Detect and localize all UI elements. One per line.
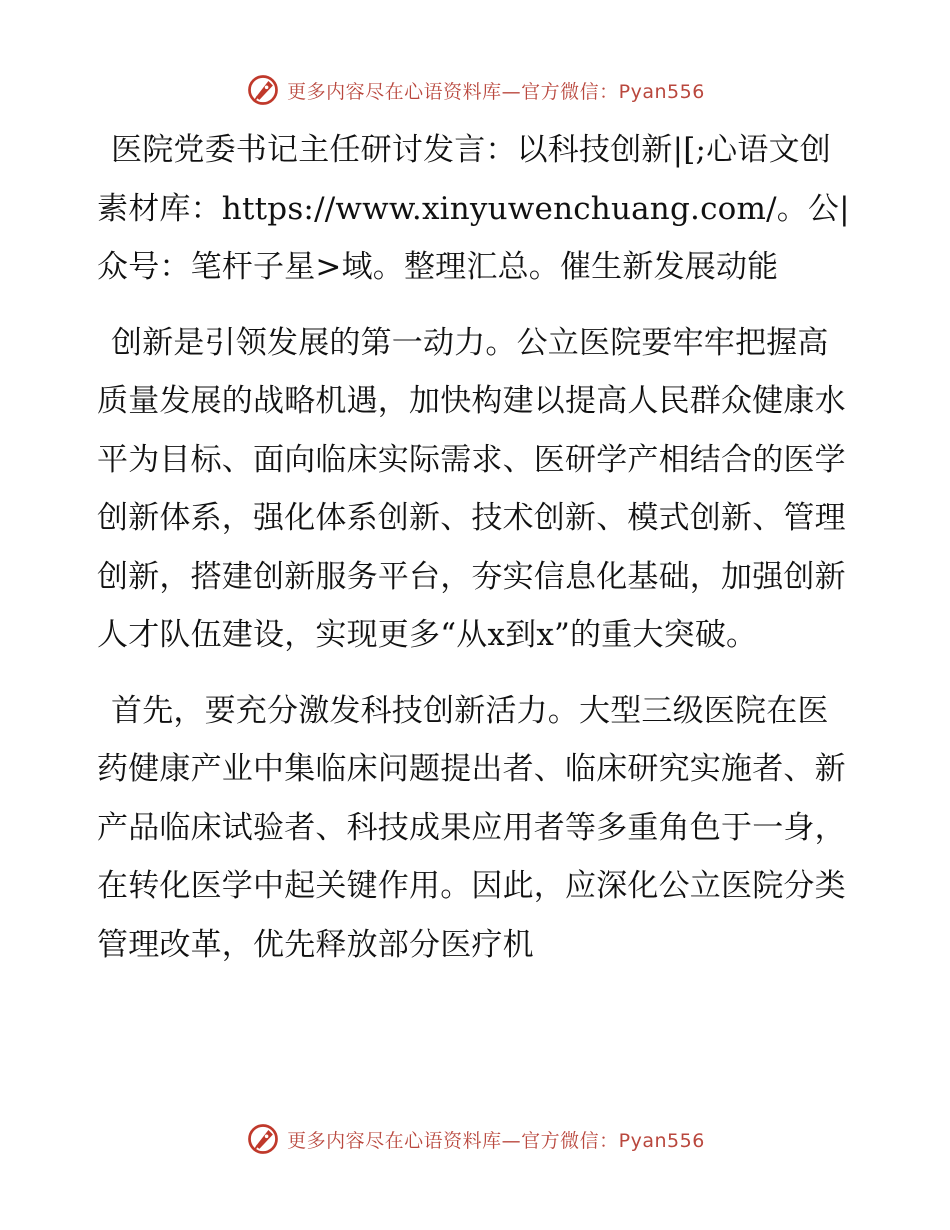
pen-nib-logo-icon bbox=[245, 72, 281, 108]
document-title: 医院党委书记主任研讨发言：以科技创新|[;心语文创素材库：https://www.xinyuwenchuang.com/。公|众号：笔杆子星>域。整理汇总。催生新发展动能 bbox=[97, 132, 850, 285]
document-body bbox=[97, 121, 857, 974]
watermark-text: 更多内容尽在心语资料库—官方微信：Pyan556 bbox=[287, 1129, 705, 1152]
paragraph-1: 创新是引领发展的第一动力。公立医院要牢牢把握高质量发展的战略机遇，加快构建以提高人民群众健康水平为目标、面向临床实际需求、医研学产相结合的医学创新体系，强化体系创新、技术创新、模式创新、管理创新，搭建创新服务平台，夯实信息化基础，加强创新人才队伍建设，实现更多“从x到x”的重大突破。 bbox=[97, 324, 846, 653]
paragraph-2: 首先，要充分激发科技创新活力。大型三级医院在医药健康产业中集临床问题提出者、临床研究实施者、新产品临床试验者、科技成果应用者等多重角色于一身，在转化医学中起关键作用。因此，应深化公立医院分类管理改革，优先释放部分医疗机 bbox=[97, 692, 846, 963]
footer-watermark-banner bbox=[0, 1119, 950, 1159]
header-watermark-banner bbox=[0, 70, 950, 110]
watermark-text: 更多内容尽在心语资料库—官方微信：Pyan556 bbox=[287, 80, 705, 103]
pen-nib-logo-icon bbox=[245, 1121, 281, 1157]
